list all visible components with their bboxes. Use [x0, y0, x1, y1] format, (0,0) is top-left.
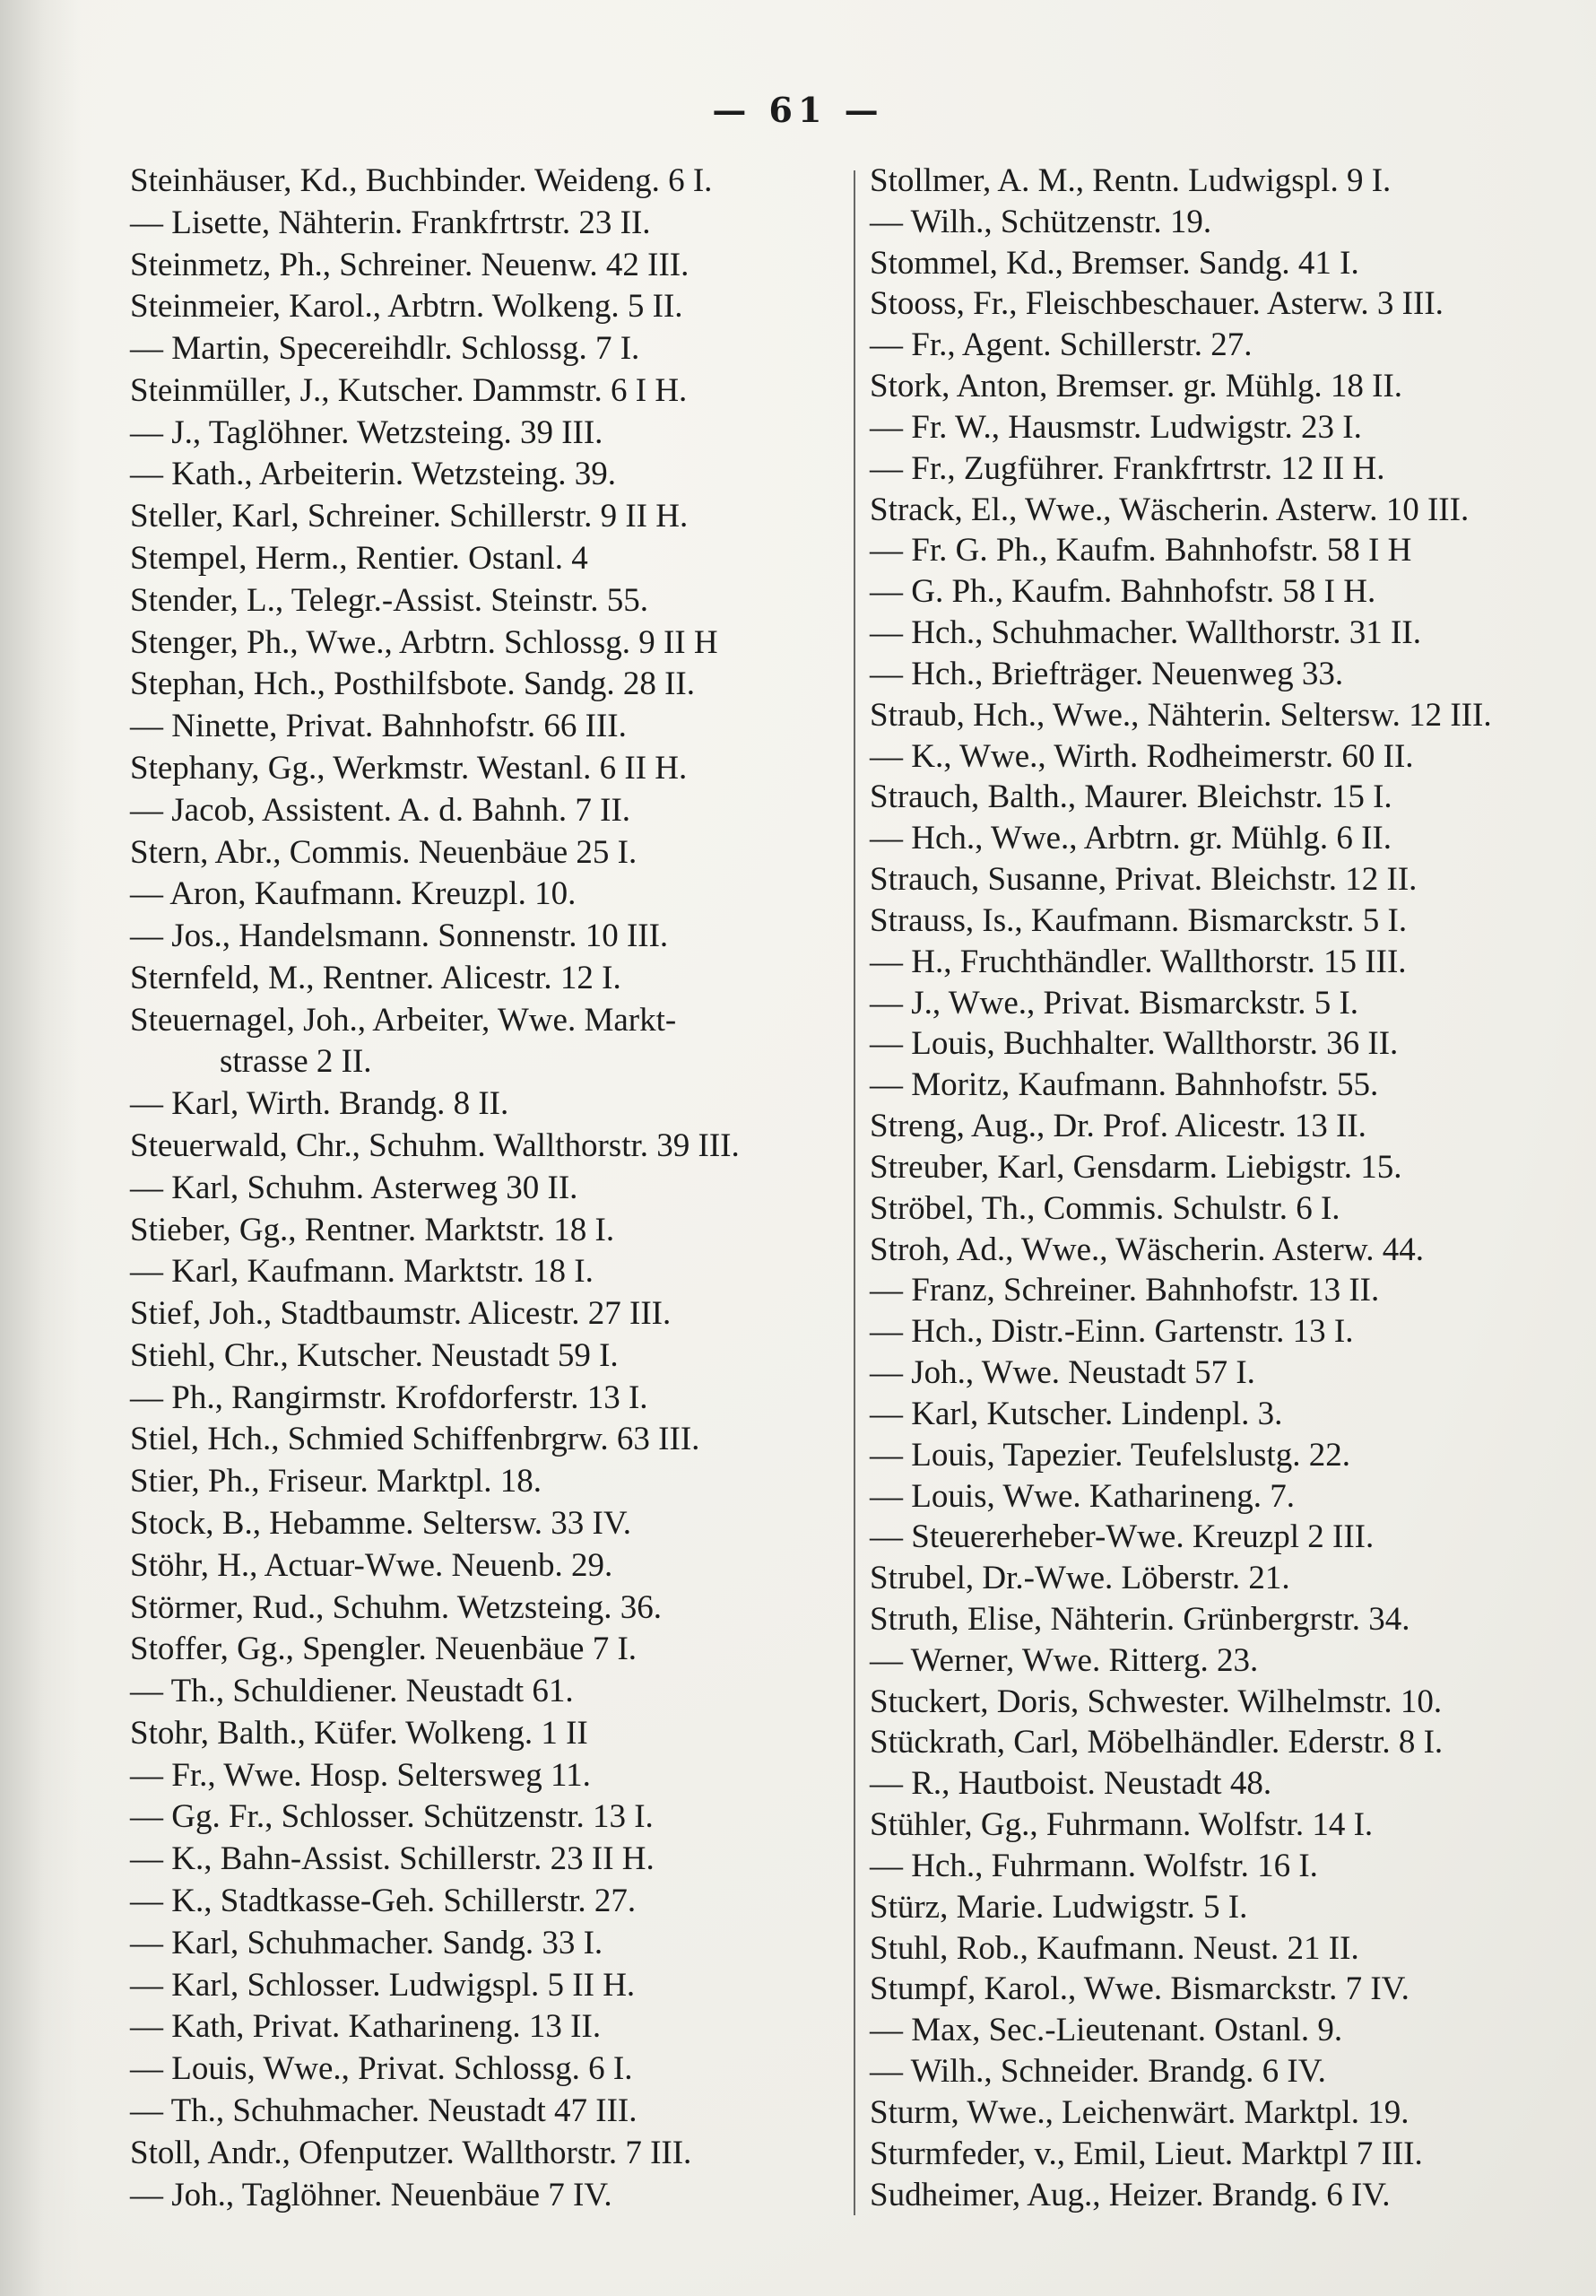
directory-entry: — Ninette, Privat. Bahnhofstr. 66 III.	[130, 708, 627, 745]
directory-entry: — Kath., Arbeiterin. Wetzsteing. 39.	[130, 456, 616, 493]
directory-entry: — K., Wwe., Wirth. Rodheimerstr. 60 II.	[870, 737, 1414, 775]
directory-entry: — Fr., Agent. Schillerstr. 27.	[870, 326, 1253, 364]
directory-entry: Stuhl, Rob., Kaufmann. Neust. 21 II.	[870, 1929, 1359, 1967]
directory-entry: Stooss, Fr., Fleischbeschauer. Asterw. 3 III.	[870, 285, 1444, 323]
directory-entry: — Jacob, Assistent. A. d. Bahnh. 7 II.	[130, 791, 631, 829]
directory-entry: — Karl, Wirth. Brandg. 8 II.	[130, 1085, 509, 1123]
directory-entry: — G. Ph., Kaufm. Bahnhofstr. 58 I H.	[870, 573, 1376, 611]
directory-entry: Streng, Aug., Dr. Prof. Alicestr. 13 II.	[870, 1108, 1366, 1145]
directory-entry: — Karl, Schuhmacher. Sandg. 33 I.	[130, 1924, 603, 1961]
directory-entry: — Hch., Wwe., Arbtrn. gr. Mühlg. 6 II.	[870, 820, 1392, 857]
directory-entry: Steinmetz, Ph., Schreiner. Neuenw. 42 III.	[130, 246, 690, 283]
directory-entry: — Th., Schuhmacher. Neustadt 47 III.	[130, 2092, 638, 2129]
directory-entry: — Ph., Rangirmstr. Krofdorferstr. 13 I.	[130, 1378, 648, 1416]
directory-entry: Strauch, Balth., Maurer. Bleichstr. 15 I.	[870, 778, 1392, 816]
directory-entry: — Fr. W., Hausmstr. Ludwigstr. 23 I.	[870, 408, 1362, 446]
directory-entry: Sudheimer, Aug., Heizer. Brandg. 6 IV.	[870, 2176, 1391, 2213]
left-column	[130, 161, 820, 2215]
directory-entry: Steinmüller, J., Kutscher. Dammstr. 6 I H.	[130, 371, 688, 409]
directory-entry: — Gg. Fr., Schlosser. Schützenstr. 13 I.	[130, 1798, 654, 1836]
directory-entry: — Fr. G. Ph., Kaufm. Bahnhofstr. 58 I H	[870, 532, 1412, 570]
directory-entry: — Hch., Schuhmacher. Wallthorstr. 31 II.	[870, 614, 1421, 652]
directory-entry: Stephan, Hch., Posthilfsbote. Sandg. 28 II.	[130, 665, 695, 703]
directory-entry: — Jos., Handelsmann. Sonnenstr. 10 III.	[130, 918, 669, 955]
directory-entry: — Werner, Wwe. Ritterg. 23.	[870, 1641, 1259, 1679]
directory-entry: Sturm, Wwe., Leichenwärt. Marktpl. 19.	[870, 2093, 1410, 2131]
directory-entry: Stiel, Hch., Schmied Schiffenbrgrw. 63 III.	[130, 1421, 700, 1458]
directory-entry: — Hch., Distr.-Einn. Gartenstr. 13 I.	[870, 1313, 1354, 1351]
column-divider	[854, 170, 855, 2215]
directory-entry: Steinmeier, Karol., Arbtrn. Wolkeng. 5 II.	[130, 288, 683, 326]
directory-entry: — Wilh., Schneider. Brandg. 6 IV.	[870, 2053, 1326, 2091]
directory-entry: Stommel, Kd., Bremser. Sandg. 41 I.	[870, 244, 1359, 282]
directory-entry: — Joh., Taglöhner. Neuenbäue 7 IV.	[130, 2176, 612, 2213]
right-column	[870, 161, 1551, 2215]
directory-entry: Stieber, Gg., Rentner. Marktstr. 18 I.	[130, 1211, 615, 1248]
directory-entry: Stöhr, H., Actuar-Wwe. Neuenb. 29.	[130, 1546, 613, 1584]
directory-entry: Stier, Ph., Friseur. Marktpl. 18.	[130, 1463, 542, 1500]
directory-entry: Straub, Hch., Wwe., Nähterin. Seltersw. 12 III.	[870, 696, 1492, 734]
directory-entry: — Karl, Schlosser. Ludwigspl. 5 II H.	[130, 1966, 636, 2004]
directory-entry: Sternfeld, M., Rentner. Alicestr. 12 I.	[130, 959, 621, 996]
directory-entry: — J., Wwe., Privat. Bismarckstr. 5 I.	[870, 984, 1359, 1022]
directory-entry: — Joh., Wwe. Neustadt 57 I.	[870, 1354, 1255, 1392]
directory-entry: Stohr, Balth., Küfer. Wolkeng. 1 II	[130, 1714, 588, 1752]
directory-entry: — Max, Sec.-Lieutenant. Ostanl. 9.	[870, 2012, 1343, 2049]
directory-entry: Strauss, Is., Kaufmann. Bismarckstr. 5 I.	[870, 901, 1408, 939]
directory-entry: — Hch., Briefträger. Neuenweg 33.	[870, 655, 1344, 692]
directory-entry: Strubel, Dr.-Wwe. Löberstr. 21.	[870, 1560, 1290, 1597]
directory-entry: — Louis, Tapezier. Teufelslustg. 22.	[870, 1436, 1351, 1474]
directory-entry: Stollmer, A. M., Rentn. Ludwigspl. 9 I.	[870, 162, 1392, 199]
directory-entry: Stern, Abr., Commis. Neuenbäue 25 I.	[130, 833, 638, 871]
directory-entry: — Fr., Zugführer. Frankfrtrstr. 12 II H.	[870, 449, 1385, 487]
directory-entry: Strauch, Susanne, Privat. Bleichstr. 12 II.	[870, 861, 1418, 899]
directory-entry: Steinhäuser, Kd., Buchbinder. Weideng. 6 I.	[130, 162, 713, 199]
directory-entry: Stork, Anton, Bremser. gr. Mühlg. 18 II.	[870, 368, 1403, 405]
directory-entry: — Karl, Kaufmann. Marktstr. 18 I.	[130, 1253, 594, 1291]
directory-entry: Stumpf, Karol., Wwe. Bismarckstr. 7 IV.	[870, 1970, 1410, 2008]
directory-entry: Stühler, Gg., Fuhrmann. Wolfstr. 14 I.	[870, 1806, 1374, 1844]
directory-entry: Stock, B., Hebamme. Seltersw. 33 IV.	[130, 1505, 632, 1542]
directory-entry: Strack, El., Wwe., Wäscherin. Asterw. 10 III.	[870, 491, 1470, 528]
directory-entry: — Louis, Buchhalter. Wallthorstr. 36 II.	[870, 1025, 1399, 1063]
directory-entry: — Karl, Schuhm. Asterweg 30 II.	[130, 1169, 578, 1206]
directory-entry: — Hch., Fuhrmann. Wolfstr. 16 I.	[870, 1847, 1318, 1884]
directory-entry: — Wilh., Schützenstr. 19.	[870, 203, 1212, 240]
directory-entry: Struth, Elise, Nähterin. Grünbergrstr. 34.	[870, 1600, 1410, 1638]
directory-entry: Stürz, Marie. Ludwigstr. 5 I.	[870, 1888, 1248, 1926]
directory-entry: — Th., Schuldiener. Neustadt 61.	[130, 1673, 574, 1710]
directory-entry: — Fr., Wwe. Hosp. Seltersweg 11.	[130, 1756, 591, 1794]
directory-entry: — Kath, Privat. Katharineng. 13 II.	[130, 2008, 602, 2046]
page-number: — 61 —	[712, 90, 884, 130]
directory-entry: — Martin, Specereihdlr. Schlossg. 7 I.	[130, 330, 640, 368]
directory-entry: Sturmfeder, v., Emil, Lieut. Marktpl 7 III.	[870, 2135, 1423, 2172]
directory-entry: — Aron, Kaufmann. Kreuzpl. 10.	[130, 875, 577, 913]
directory-entry: — K., Stadtkasse-Geh. Schillerstr. 27.	[130, 1883, 637, 1920]
directory-entry: Stoll, Andr., Ofenputzer. Wallthorstr. 7 III.	[130, 2134, 692, 2171]
directory-entry: — J., Taglöhner. Wetzsteing. 39 III.	[130, 413, 603, 451]
binding-shadow	[0, 0, 81, 2296]
directory-entry: Stiehl, Chr., Kutscher. Neustadt 59 I.	[130, 1336, 619, 1374]
directory-entry: — R., Hautboist. Neustadt 48.	[870, 1765, 1272, 1803]
directory-entry: Ströbel, Th., Commis. Schulstr. 6 I.	[870, 1189, 1340, 1227]
directory-entry: — Lisette, Nähterin. Frankfrtrstr. 23 II.	[130, 204, 651, 241]
directory-entry: Stückrath, Carl, Möbelhändler. Ederstr. 8 I.	[870, 1724, 1444, 1761]
directory-entry: Stender, L., Telegr.-Assist. Steinstr. 55.	[130, 581, 648, 619]
directory-entry: Stroh, Ad., Wwe., Wäscherin. Asterw. 44.	[870, 1231, 1424, 1268]
directory-entry: Stoffer, Gg., Spengler. Neuenbäue 7 I.	[130, 1631, 638, 1668]
directory-entry: Steller, Karl, Schreiner. Schillerstr. 9 II H.	[130, 498, 689, 535]
directory-entry: — Steuererheber-Wwe. Kreuzpl 2 III.	[870, 1518, 1375, 1556]
directory-entry: — H., Fruchthändler. Wallthorstr. 15 III.	[870, 943, 1407, 980]
directory-entry: Stuckert, Doris, Schwester. Wilhelmstr. 10.	[870, 1683, 1443, 1720]
directory-entry: Stief, Joh., Stadtbaumstr. Alicestr. 27 III.	[130, 1295, 672, 1333]
directory-entry: Stempel, Herm., Rentier. Ostanl. 4	[130, 540, 588, 578]
directory-entry: Steuerwald, Chr., Schuhm. Wallthorstr. 39 III.	[130, 1126, 740, 1164]
directory-entry: — K., Bahn-Assist. Schillerstr. 23 II H.	[130, 1840, 655, 1878]
directory-entry: Stephany, Gg., Werkmstr. Westanl. 6 II H.	[130, 749, 688, 787]
directory-entry: — Franz, Schreiner. Bahnhofstr. 13 II.	[870, 1272, 1380, 1309]
directory-entry: Störmer, Rud., Schuhm. Wetzsteing. 36.	[130, 1588, 662, 1626]
directory-entry: Steuernagel, Joh., Arbeiter, Wwe. Markt-	[130, 1001, 677, 1039]
directory-entry: Stenger, Ph., Wwe., Arbtrn. Schlossg. 9 II H	[130, 623, 718, 661]
directory-entry: — Louis, Wwe., Privat. Schlossg. 6 I.	[130, 2050, 633, 2088]
directory-entry: — Moritz, Kaufmann. Bahnhofstr. 55.	[870, 1066, 1379, 1104]
directory-entry: — Karl, Kutscher. Lindenpl. 3.	[870, 1395, 1283, 1432]
directory-entry: strasse 2 II.	[220, 1043, 372, 1081]
directory-entry: Streuber, Karl, Gensdarm. Liebigstr. 15.	[870, 1148, 1402, 1186]
directory-entry: — Louis, Wwe. Katharineng. 7.	[870, 1477, 1296, 1515]
